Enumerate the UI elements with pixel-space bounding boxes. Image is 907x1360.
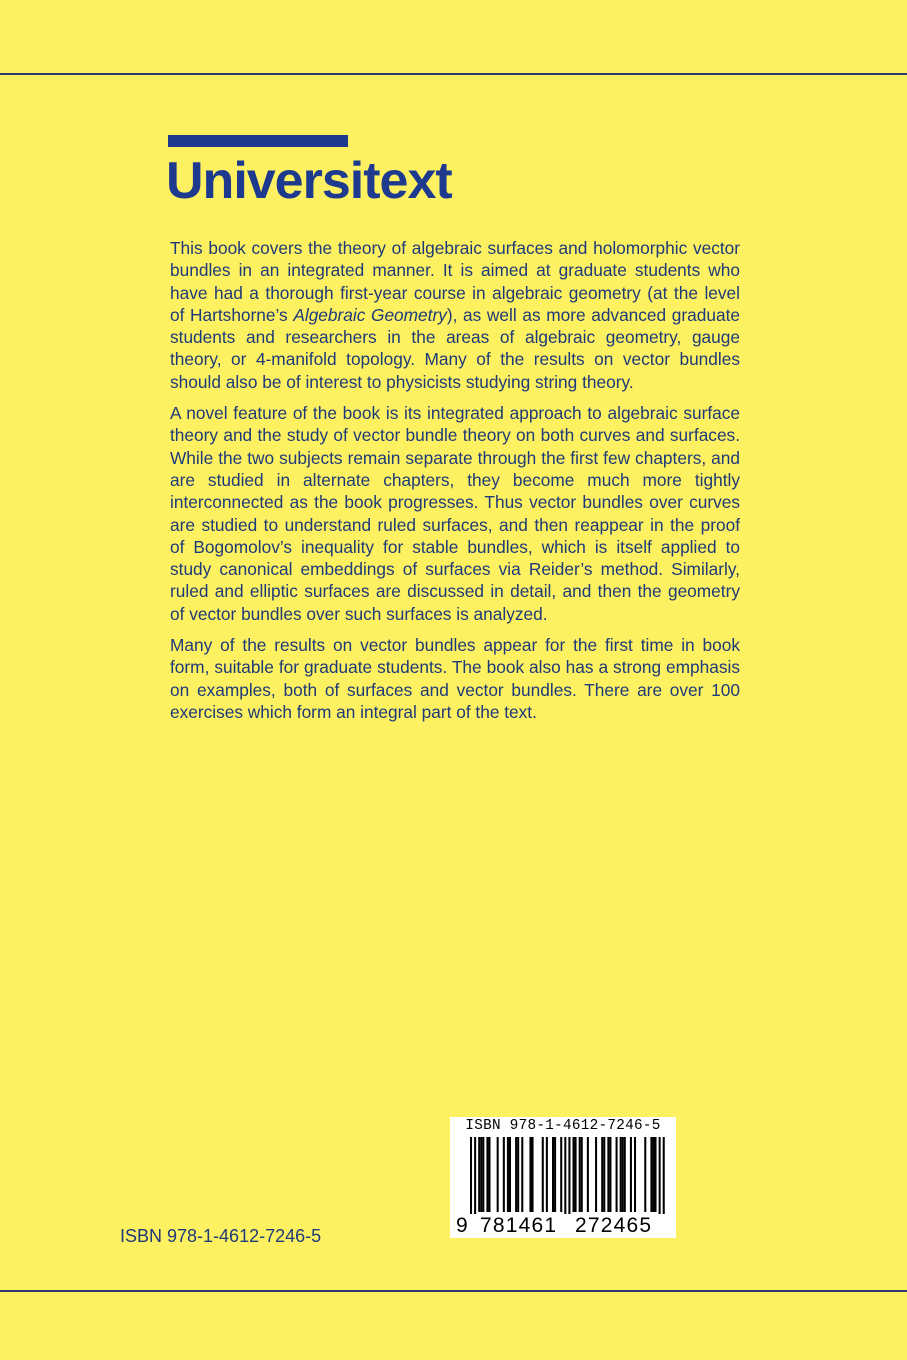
barcode-bar xyxy=(655,1137,657,1212)
barcode-bar xyxy=(644,1137,646,1212)
barcode-bar xyxy=(624,1137,626,1212)
barcode-bar xyxy=(486,1137,488,1212)
blurb-paragraph-3: Many of the results on vector bundles appear for the first time in book form, suitable for graduate students. The book also has a strong emphasis on examples, both of surfaces and vector bundles. There are over 100 exercises which form an integral part of the text. xyxy=(170,635,740,722)
barcode-bar xyxy=(622,1137,624,1212)
barcode-bar xyxy=(546,1137,548,1212)
barcode-bar xyxy=(482,1137,484,1212)
top-rule xyxy=(0,73,907,75)
barcode-bar xyxy=(509,1137,511,1212)
barcode-bar xyxy=(507,1137,509,1212)
isbn-text: ISBN 978-1-4612-7246-5 xyxy=(120,1226,322,1246)
barcode-bar xyxy=(581,1137,583,1212)
barcode-bar xyxy=(607,1137,609,1212)
barcode-isbn-label: ISBN 978-1-4612-7246-5 xyxy=(465,1118,661,1134)
barcode-bar xyxy=(568,1137,570,1214)
barcode-bar xyxy=(630,1137,632,1212)
barcode-bar xyxy=(497,1137,499,1212)
barcode-bar xyxy=(542,1137,544,1212)
barcode-bar xyxy=(579,1137,581,1212)
barcode-bar xyxy=(603,1137,605,1212)
barcode-bar xyxy=(521,1137,523,1212)
barcode-bar xyxy=(478,1137,480,1212)
barcode-bar xyxy=(554,1137,556,1212)
blurb-paragraph-1 xyxy=(170,237,740,393)
barcode-left-group: 781461 xyxy=(480,1214,558,1237)
barcode-bar xyxy=(575,1137,577,1212)
barcode-bar xyxy=(517,1137,519,1212)
barcode-bar xyxy=(529,1137,531,1212)
barcode-bar xyxy=(573,1137,575,1212)
barcode-bar xyxy=(663,1137,665,1214)
barcode-bar xyxy=(634,1137,636,1212)
back-cover-blurb xyxy=(170,237,740,732)
barcode-bar xyxy=(650,1137,652,1212)
barcode-bar xyxy=(515,1137,517,1212)
bottom-rule xyxy=(0,1290,907,1292)
barcode-right-group: 272465 xyxy=(575,1214,653,1237)
barcode-bar xyxy=(652,1137,654,1212)
series-title: Universitext xyxy=(166,152,452,210)
barcode-bar xyxy=(564,1137,566,1214)
barcode-bar xyxy=(587,1137,589,1212)
barcode-bar xyxy=(620,1137,622,1212)
barcode-bar xyxy=(503,1137,505,1212)
series-accent-bar xyxy=(168,135,348,147)
barcode-bar xyxy=(552,1137,554,1212)
book-reference-title: Algebraic Geometry xyxy=(293,304,447,325)
barcode-bar xyxy=(609,1137,611,1212)
barcode-bar xyxy=(595,1137,597,1212)
barcode-bar xyxy=(480,1137,482,1212)
isbn-barcode xyxy=(450,1117,676,1238)
barcode-first-digit: 9 xyxy=(456,1214,468,1237)
barcode-bar xyxy=(474,1137,476,1214)
barcode-bar xyxy=(532,1137,534,1212)
barcode-bar xyxy=(659,1137,661,1214)
barcode-bar xyxy=(601,1137,603,1212)
barcode-bar xyxy=(488,1137,490,1212)
blurb-paragraph-1-text-a: This book covers the theory of algebraic surfaces and holomorphic vector bundles in an integrated manner. It is aimed at graduate students who have had a thorough first-year course in algebraic geometry (at the level of Hartshorne’s xyxy=(170,238,740,325)
blurb-paragraph-1-text-b: ), as well as more advanced graduate students and researchers in the areas of algebraic geometry, gauge theory, or 4-manifold topology. Many of the results on vector bundles should also be of interest to physicists studying string theory. xyxy=(170,304,741,392)
barcode-bar xyxy=(470,1137,472,1214)
barcode-bar xyxy=(560,1137,562,1212)
blurb-paragraph-2: A novel feature of the book is its integrated approach to algebraic surface theory and the study of vector bundle theory on both curves and surfaces. While the two subjects remain separate through the first few chapters, and are studied in alternate chapters, they become much more tightly interconnected as the book progresses. Thus vector bundles over curves are studied to understand ruled surfaces, and then reappear in the proof of Bogomolov’s inequality for stable bundles, which is itself applied to study canonical embeddings of surfaces via Reider’s method. Similarly, ruled and elliptic surfaces are discussed in detail, and then the geometry of vector bundles over such surfaces is analyzed. xyxy=(170,403,740,624)
barcode-bar xyxy=(616,1137,618,1212)
